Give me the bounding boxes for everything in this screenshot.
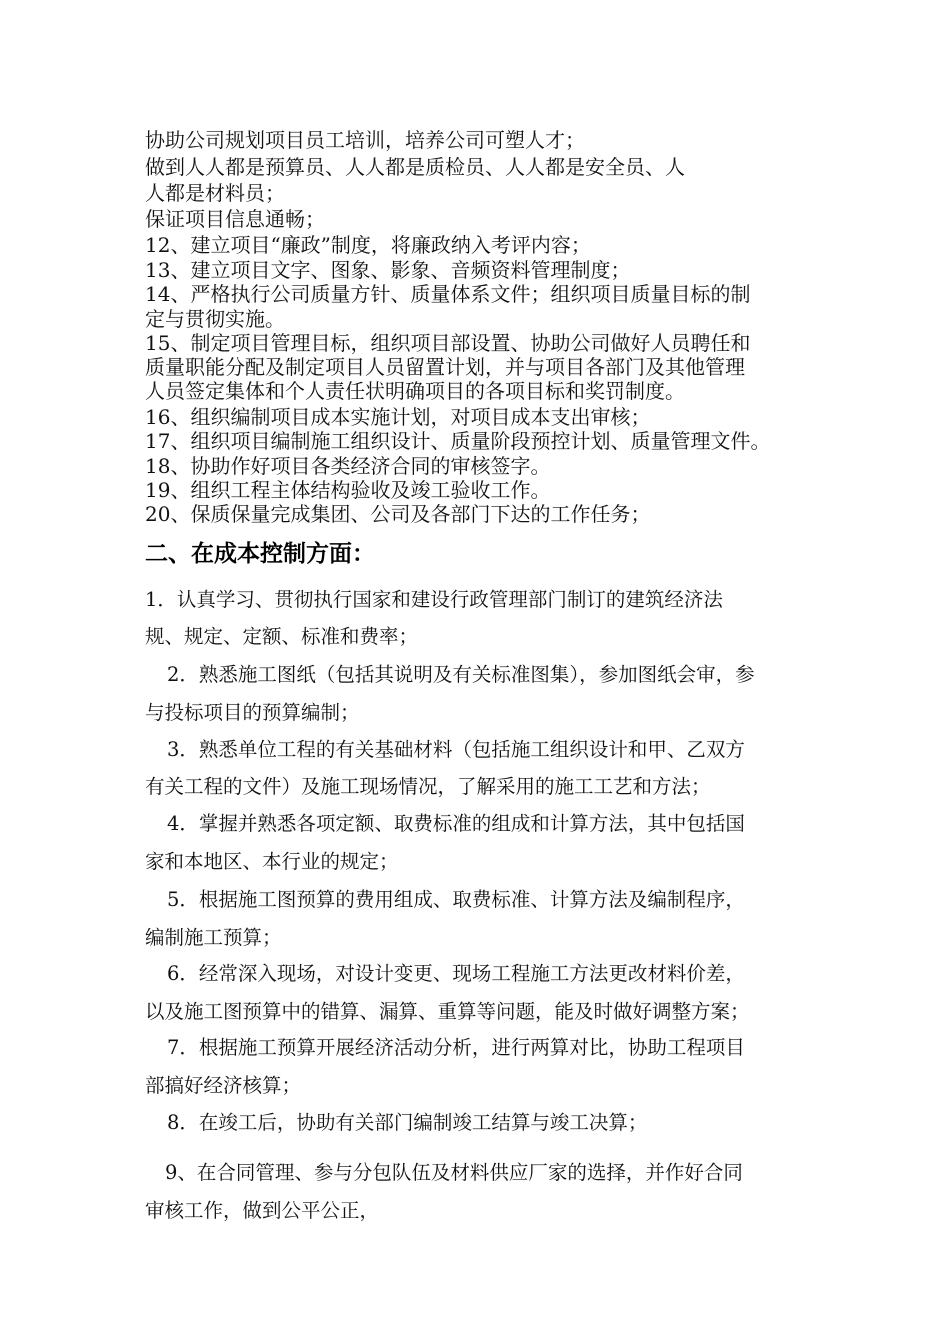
text-line: 7．根据施工预算开展经济活动分析，进行两算对比，协助工程项目 — [167, 1036, 745, 1059]
text-line: 3．熟悉单位工程的有关基础材料（包括施工组织设计和甲、乙双方 — [167, 738, 745, 761]
text-line: 16、组织编制项目成本实施计划，对项目成本支出审核； — [145, 405, 651, 429]
text-line: 协助公司规划项目员工培训，培养公司可塑人才； — [145, 128, 585, 152]
text-line: 13、建立项目文字、图象、影象、音频资料管理制度； — [145, 258, 631, 282]
text-line: 家和本地区、本行业的规定； — [145, 850, 399, 873]
text-line: 15、制定项目管理目标，组织项目部设置、协助公司做好人员聘任和 — [145, 331, 751, 355]
text-line: 编制施工预算； — [145, 926, 282, 949]
text-line: 有关工程的文件）及施工现场情况，了解采用的施工工艺和方法； — [145, 775, 711, 798]
text-line: 做到人人都是预算员、人人都是质检员、人人都是安全员、人 — [145, 155, 685, 179]
text-line: 审核工作，做到公平公正， — [145, 1199, 380, 1222]
text-line: 8．在竣工后，协助有关部门编制竣工结算与竣工决算； — [167, 1111, 648, 1134]
text-line: 5．根据施工图预算的费用组成、取费标准、计算方法及编制程序， — [167, 888, 745, 911]
text-line: 1．认真学习、贯彻执行国家和建设行政管理部门制订的建筑经济法 — [145, 588, 723, 611]
text-line: 定与贯彻实施。 — [145, 307, 285, 331]
text-line: 9、在合同管理、参与分包队伍及材料供应厂家的选择，并作好合同 — [165, 1161, 743, 1184]
text-line: 人员签定集体和个人责任状明确项目的各项目标和奖罚制度。 — [145, 379, 685, 403]
text-line: 人都是材料员； — [145, 181, 285, 205]
section-heading: 二、在成本控制方面： — [145, 541, 375, 567]
text-line: 12、建立项目“廉政”制度，将廉政纳入考评内容； — [145, 233, 591, 257]
text-line: 20、保质保量完成集团、公司及各部门下达的工作任务； — [145, 502, 651, 526]
text-line: 14、严格执行公司质量方针、质量体系文件；组织项目质量目标的制 — [145, 282, 751, 306]
text-line: 18、协助作好项目各类经济合同的审核签字。 — [145, 454, 551, 478]
text-line: 规、规定、定额、标准和费率； — [145, 625, 419, 648]
text-line: 保证项目信息通畅； — [145, 207, 325, 231]
text-line: 与投标项目的预算编制； — [145, 701, 360, 724]
text-line: 质量职能分配及制定项目人员留置计划，并与项目各部门及其他管理 — [145, 355, 745, 379]
text-line: 19、组织工程主体结构验收及竣工验收工作。 — [145, 478, 551, 502]
text-line: 2．熟悉施工图纸（包括其说明及有关标准图集），参加图纸会审，参 — [167, 663, 755, 686]
text-line: 以及施工图预算中的错算、漏算、重算等问题，能及时做好调整方案； — [145, 1000, 750, 1023]
text-line: 6．经常深入现场，对设计变更、现场工程施工方法更改材料价差， — [167, 962, 745, 985]
text-line: 17、组织项目编制施工组织设计、质量阶段预控计划、质量管理文件。 — [145, 429, 771, 453]
text-line: 4．掌握并熟悉各项定额、取费标准的组成和计算方法，其中包括国 — [167, 812, 745, 835]
text-line: 部搞好经济核算； — [145, 1074, 302, 1097]
